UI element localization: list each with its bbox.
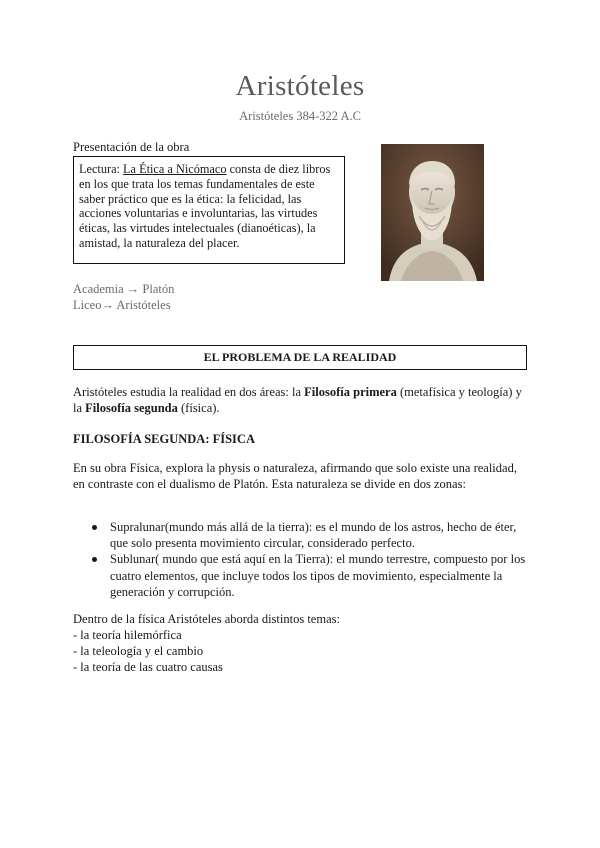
school-academia [73, 281, 174, 297]
intro-text: (metafísica y teología) y la [73, 385, 522, 416]
intro-paragraph [73, 384, 528, 416]
intro-text: Aristóteles estudia la realidad en dos áreas: la [73, 385, 305, 399]
section-heading-box: EL PROBLEMA DE LA REALIDAD [73, 345, 527, 370]
topic-item: - la teleología y el cambio [73, 644, 204, 658]
school-name: Academia [73, 282, 124, 296]
topics-intro: Dentro de la física Aristóteles aborda distintos temas: [73, 612, 340, 626]
zone-text: Sublunar( mundo que está aquí en la Tierra): el mundo terrestre, compuesto por los cuatro elementos, que incluye todos los tipos de movimiento, especialmente la generación y corrupción. [110, 552, 526, 599]
school-founder: Aristóteles [116, 298, 171, 312]
intro-bold-second: Filosofía segunda [85, 401, 178, 416]
book-title-link[interactable]: La Ética a Nicómaco [123, 162, 227, 176]
school-founder: Platón [142, 282, 175, 296]
list-item [73, 551, 528, 600]
school-name: Liceo [73, 298, 102, 312]
reading-text: consta de diez libros en los que trata los temas fundamentales de este saber práctico que es la ética: la felicidad, las acciones voluntarias e involuntarias, las virtudes éticas, las virtudes intelectuales (dianoéticas), la amistad, la naturaleza del placer. [79, 162, 331, 250]
bullet-icon [92, 525, 97, 530]
topic-item: - la teoría de las cuatro causas [73, 660, 223, 674]
intro-bold-first: Filosofía primera [304, 385, 397, 399]
schools-list [73, 281, 174, 313]
list-item [73, 519, 528, 551]
intro-text: (física). [177, 401, 220, 416]
bust-icon [381, 144, 484, 281]
arrow-right-icon: → [126, 282, 140, 296]
arrow-right-icon: → [101, 298, 114, 312]
school-liceo [73, 297, 174, 313]
physics-heading: FILOSOFÍA SEGUNDA: FÍSICA [73, 432, 255, 446]
zones-list [73, 519, 528, 600]
page-title: Aristóteles [235, 70, 365, 102]
reading-prefix: Lectura: [79, 162, 124, 176]
bullet-icon [92, 557, 97, 562]
zone-text: Supralunar(mundo más allá de la tierra): es el mundo de los astros, hecho de éter, que solo presenta movimiento circular, considerado perfecto. [110, 520, 517, 551]
presentation-label: Presentación de la obra [73, 140, 190, 154]
aristotle-bust-image [381, 144, 484, 281]
physics-paragraph: En su obra Física, explora la physis o naturaleza, afirmando que solo existe una realidad, en contraste con el dualismo de Platón. Esta naturaleza se divide en dos zonas: [73, 461, 517, 492]
page-subtitle: Aristóteles 384-322 A.C [239, 109, 361, 123]
reading-box [73, 156, 345, 264]
topic-item: - la teoría hilemórfica [73, 628, 182, 642]
